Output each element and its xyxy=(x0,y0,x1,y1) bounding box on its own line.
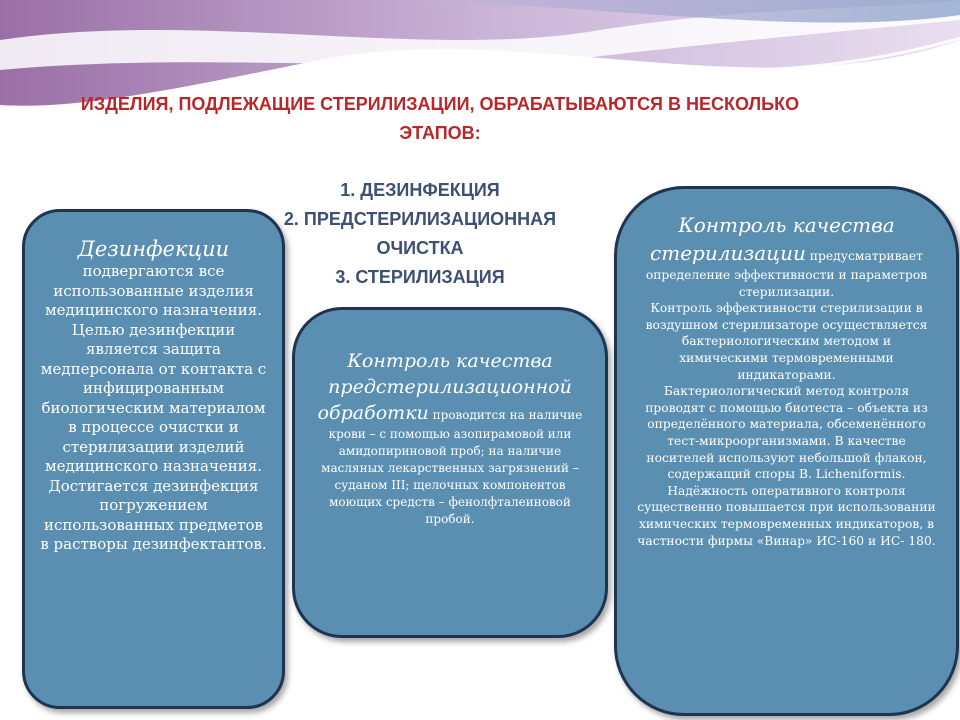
disinfection-card xyxy=(22,209,285,709)
sterilization-control-heading: Контроль качества стерилизации xyxy=(650,213,895,265)
disinfection-heading: Дезинфекции xyxy=(77,237,230,261)
presterilization-control-heading: Контроль качества предстерилизационной обработки xyxy=(317,350,572,424)
sterilization-control-paragraph-1: Контроль эффективности стерилизации в воздушном стерилизаторе осуществляется бактериологическим методом и химическими термовременными индикаторами. xyxy=(645,301,928,382)
step-disinfection: 1. ДЕЗИНФЕКЦИЯ xyxy=(340,180,500,200)
title-line-2: ЭТАПОВ: xyxy=(399,123,481,143)
sterilization-control-intro: предусматривает определение эффективности и параметров стерилизации. xyxy=(645,249,928,299)
step-presterilization-line-1: 2. ПРЕДСТЕРИЛИЗАЦИОННАЯ xyxy=(283,209,557,229)
title-line-1: ИЗДЕЛИЯ, ПОДЛЕЖАЩИЕ СТЕРИЛИЗАЦИИ, ОБРАБАТЫВАЮТСЯ В НЕСКОЛЬКО xyxy=(80,94,800,114)
sterilization-control-paragraph-2: Бактериологический метод контроля проводят с помощью биотеста – объекта из определённого материала, обсеменённого тест-микроорганизмами. В качестве носителей используют небольшой флакон, содержащий споры B. Licheniformis. xyxy=(645,384,928,482)
presterilization-control-card xyxy=(292,307,608,638)
sterilization-control-paragraph-3: Надёжность оперативного контроля существенно повышается при использовании химических термовременных индикаторов, в частности фирмы «Винар» ИС-160 и ИС- 180. xyxy=(637,483,936,548)
step-sterilization: 3. СТЕРИЛИЗАЦИЯ xyxy=(335,267,505,287)
presterilization-control-body: проводится на наличие крови – с помощью азопирамовой или амидопириновой проб; на наличие масляных лекарственных загрязнений – суданом III; щелочных компонентов моющих средств – фенолфталеиновой пробой. xyxy=(321,408,583,526)
sterilization-control-card xyxy=(614,186,959,716)
slide-title xyxy=(20,90,860,148)
disinfection-body: подвергаются все использованные изделия медицинского назначения. Целью дезинфекции является защита медперсонала от контакта с инфицированным биологическим материалом в процессе очистки и стерилизации изделий медицинского назначения. Достигается дезинфекция погружением использованных предметов в растворы дезинфектантов. xyxy=(40,262,267,553)
steps-list xyxy=(250,176,590,292)
step-presterilization-line-2: ОЧИСТКА xyxy=(376,238,464,258)
